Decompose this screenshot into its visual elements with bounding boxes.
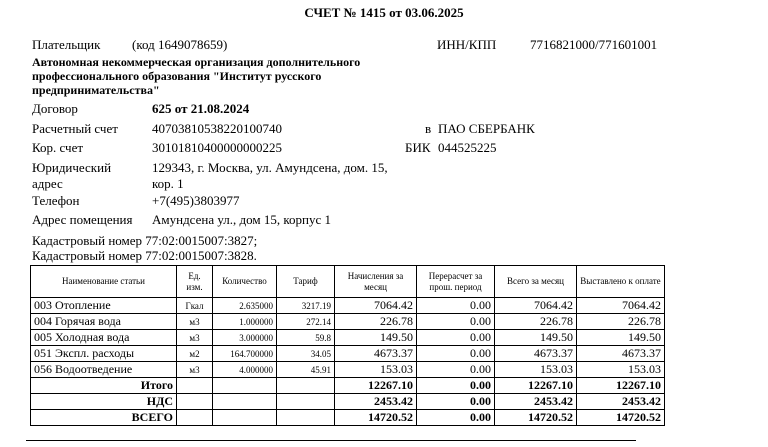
cell-quantity: 2.635000: [213, 298, 277, 314]
vat-accrued: 2453.42: [335, 394, 417, 410]
cell-recalc: 0.00: [417, 330, 495, 346]
vat-row: [31, 394, 665, 410]
cell-tariff: 3217.19: [277, 298, 335, 314]
phone-label: Телефон: [32, 193, 80, 208]
cell-quantity: 1.000000: [213, 314, 277, 330]
empty-cell: [213, 394, 277, 410]
inn-label: ИНН/КПП: [437, 37, 497, 52]
cell-tariff: 272.14: [277, 314, 335, 330]
vat-month: 2453.42: [495, 394, 577, 410]
payer-code: (код 1649078659): [132, 37, 228, 52]
empty-cell: [213, 410, 277, 426]
cadastral-line-2: Кадастровый номер 77:02:0015007:3828.: [32, 248, 257, 263]
phone-value: +7(495)3803977: [152, 193, 240, 208]
cell-accrued: 226.78: [335, 314, 417, 330]
grand-total-month: 14720.52: [495, 410, 577, 426]
cell-unit: Гкал: [177, 298, 213, 314]
col-header-name: Наименование статьи: [31, 266, 177, 298]
table-row: [31, 314, 665, 330]
cell-accrued: 149.50: [335, 330, 417, 346]
cell-unit: м2: [177, 346, 213, 362]
total-label: Итого: [31, 378, 177, 394]
empty-cell: [177, 394, 213, 410]
cell-tariff: 59.8: [277, 330, 335, 346]
col-header-tariff: Тариф: [277, 266, 335, 298]
cell-total-month: 153.03: [495, 362, 577, 378]
grand-total-billed: 14720.52: [577, 410, 665, 426]
cell-tariff: 45.91: [277, 362, 335, 378]
cell-quantity: 3.000000: [213, 330, 277, 346]
cell-recalc: 0.00: [417, 314, 495, 330]
corr-account-label: Кор. счет: [32, 140, 84, 155]
bottom-divider: [26, 440, 636, 441]
cell-quantity: 4.000000: [213, 362, 277, 378]
legal-address-line-1: 129343, г. Москва, ул. Амундсена, дом. 15,: [152, 160, 388, 175]
col-header-accrued: Начисления за месяц: [335, 266, 417, 298]
total-month: 12267.10: [495, 378, 577, 394]
table-header-row: [31, 266, 665, 298]
cell-unit: м3: [177, 314, 213, 330]
vat-recalc: 0.00: [417, 394, 495, 410]
empty-cell: [277, 394, 335, 410]
empty-cell: [177, 410, 213, 426]
cell-quantity: 164.700000: [213, 346, 277, 362]
contract-label: Договор: [32, 101, 78, 116]
invoice-table: [30, 265, 665, 426]
legal-address-line-2: кор. 1: [152, 176, 184, 191]
payer-label: Плательщик: [32, 37, 101, 52]
total-recalc: 0.00: [417, 378, 495, 394]
vat-label: НДС: [31, 394, 177, 410]
cell-name: 051 Экспл. расходы: [31, 346, 177, 362]
vat-billed: 2453.42: [577, 394, 665, 410]
col-header-total-month: Всего за месяц: [495, 266, 577, 298]
grand-total-row: [31, 410, 665, 426]
cell-accrued: 7064.42: [335, 298, 417, 314]
cell-total-month: 7064.42: [495, 298, 577, 314]
contract-value: 625 от 21.08.2024: [152, 101, 250, 116]
invoice-title: СЧЕТ № 1415 от 03.06.2025: [304, 5, 464, 20]
cell-name: 004 Горячая вода: [31, 314, 177, 330]
empty-cell: [277, 378, 335, 394]
cell-unit: м3: [177, 330, 213, 346]
legal-address-label-1: Юридический: [32, 160, 112, 175]
table-row: [31, 298, 665, 314]
empty-cell: [277, 410, 335, 426]
table-row: [31, 330, 665, 346]
bank-name: ПАО СБЕРБАНК: [438, 121, 535, 136]
cell-accrued: 153.03: [335, 362, 417, 378]
bik-label: БИК: [405, 140, 431, 155]
account-value: 40703810538220100740: [152, 121, 282, 136]
cell-tariff: 34.05: [277, 346, 335, 362]
cell-recalc: 0.00: [417, 346, 495, 362]
cell-name: 003 Отопление: [31, 298, 177, 314]
cell-name: 056 Водоотведение: [31, 362, 177, 378]
total-row: [31, 378, 665, 394]
cadastral-line-1: Кадастровый номер 77:02:0015007:3827;: [32, 233, 258, 248]
cell-accrued: 4673.37: [335, 346, 417, 362]
total-billed: 12267.10: [577, 378, 665, 394]
cell-unit: м3: [177, 362, 213, 378]
cell-billed: 7064.42: [577, 298, 665, 314]
corr-account-value: 30101810400000000225: [152, 140, 282, 155]
bank-in-label: в: [425, 121, 432, 136]
cell-billed: 4673.37: [577, 346, 665, 362]
cell-billed: 153.03: [577, 362, 665, 378]
empty-cell: [177, 378, 213, 394]
inn-value: 7716821000/771601001: [530, 37, 658, 52]
col-header-billed: Выставлено к оплате: [577, 266, 665, 298]
table-row: [31, 362, 665, 378]
cell-total-month: 149.50: [495, 330, 577, 346]
col-header-unit: Ед. изм.: [177, 266, 213, 298]
cell-billed: 226.78: [577, 314, 665, 330]
bik-value: 044525225: [438, 140, 497, 155]
table-row: [31, 346, 665, 362]
grand-total-recalc: 0.00: [417, 410, 495, 426]
premises-value: Амундсена ул., дом 15, корпус 1: [152, 212, 332, 227]
legal-address-label-2: адрес: [32, 176, 63, 191]
premises-label: Адрес помещения: [32, 212, 133, 227]
cell-name: 005 Холодная вода: [31, 330, 177, 346]
col-header-recalc: Перерасчет за прош. период: [417, 266, 495, 298]
total-accrued: 12267.10: [335, 378, 417, 394]
empty-cell: [213, 378, 277, 394]
grand-total-label: ВСЕГО: [31, 410, 177, 426]
cell-recalc: 0.00: [417, 362, 495, 378]
cell-total-month: 226.78: [495, 314, 577, 330]
col-header-quantity: Количество: [213, 266, 277, 298]
payer-org-name: Автономная некоммерческая организация дополнительного профессионального образования "Институт русского предпринимательства": [32, 55, 361, 97]
account-label: Расчетный счет: [32, 121, 118, 136]
grand-total-accrued: 14720.52: [335, 410, 417, 426]
cell-total-month: 4673.37: [495, 346, 577, 362]
cell-billed: 149.50: [577, 330, 665, 346]
cell-recalc: 0.00: [417, 298, 495, 314]
